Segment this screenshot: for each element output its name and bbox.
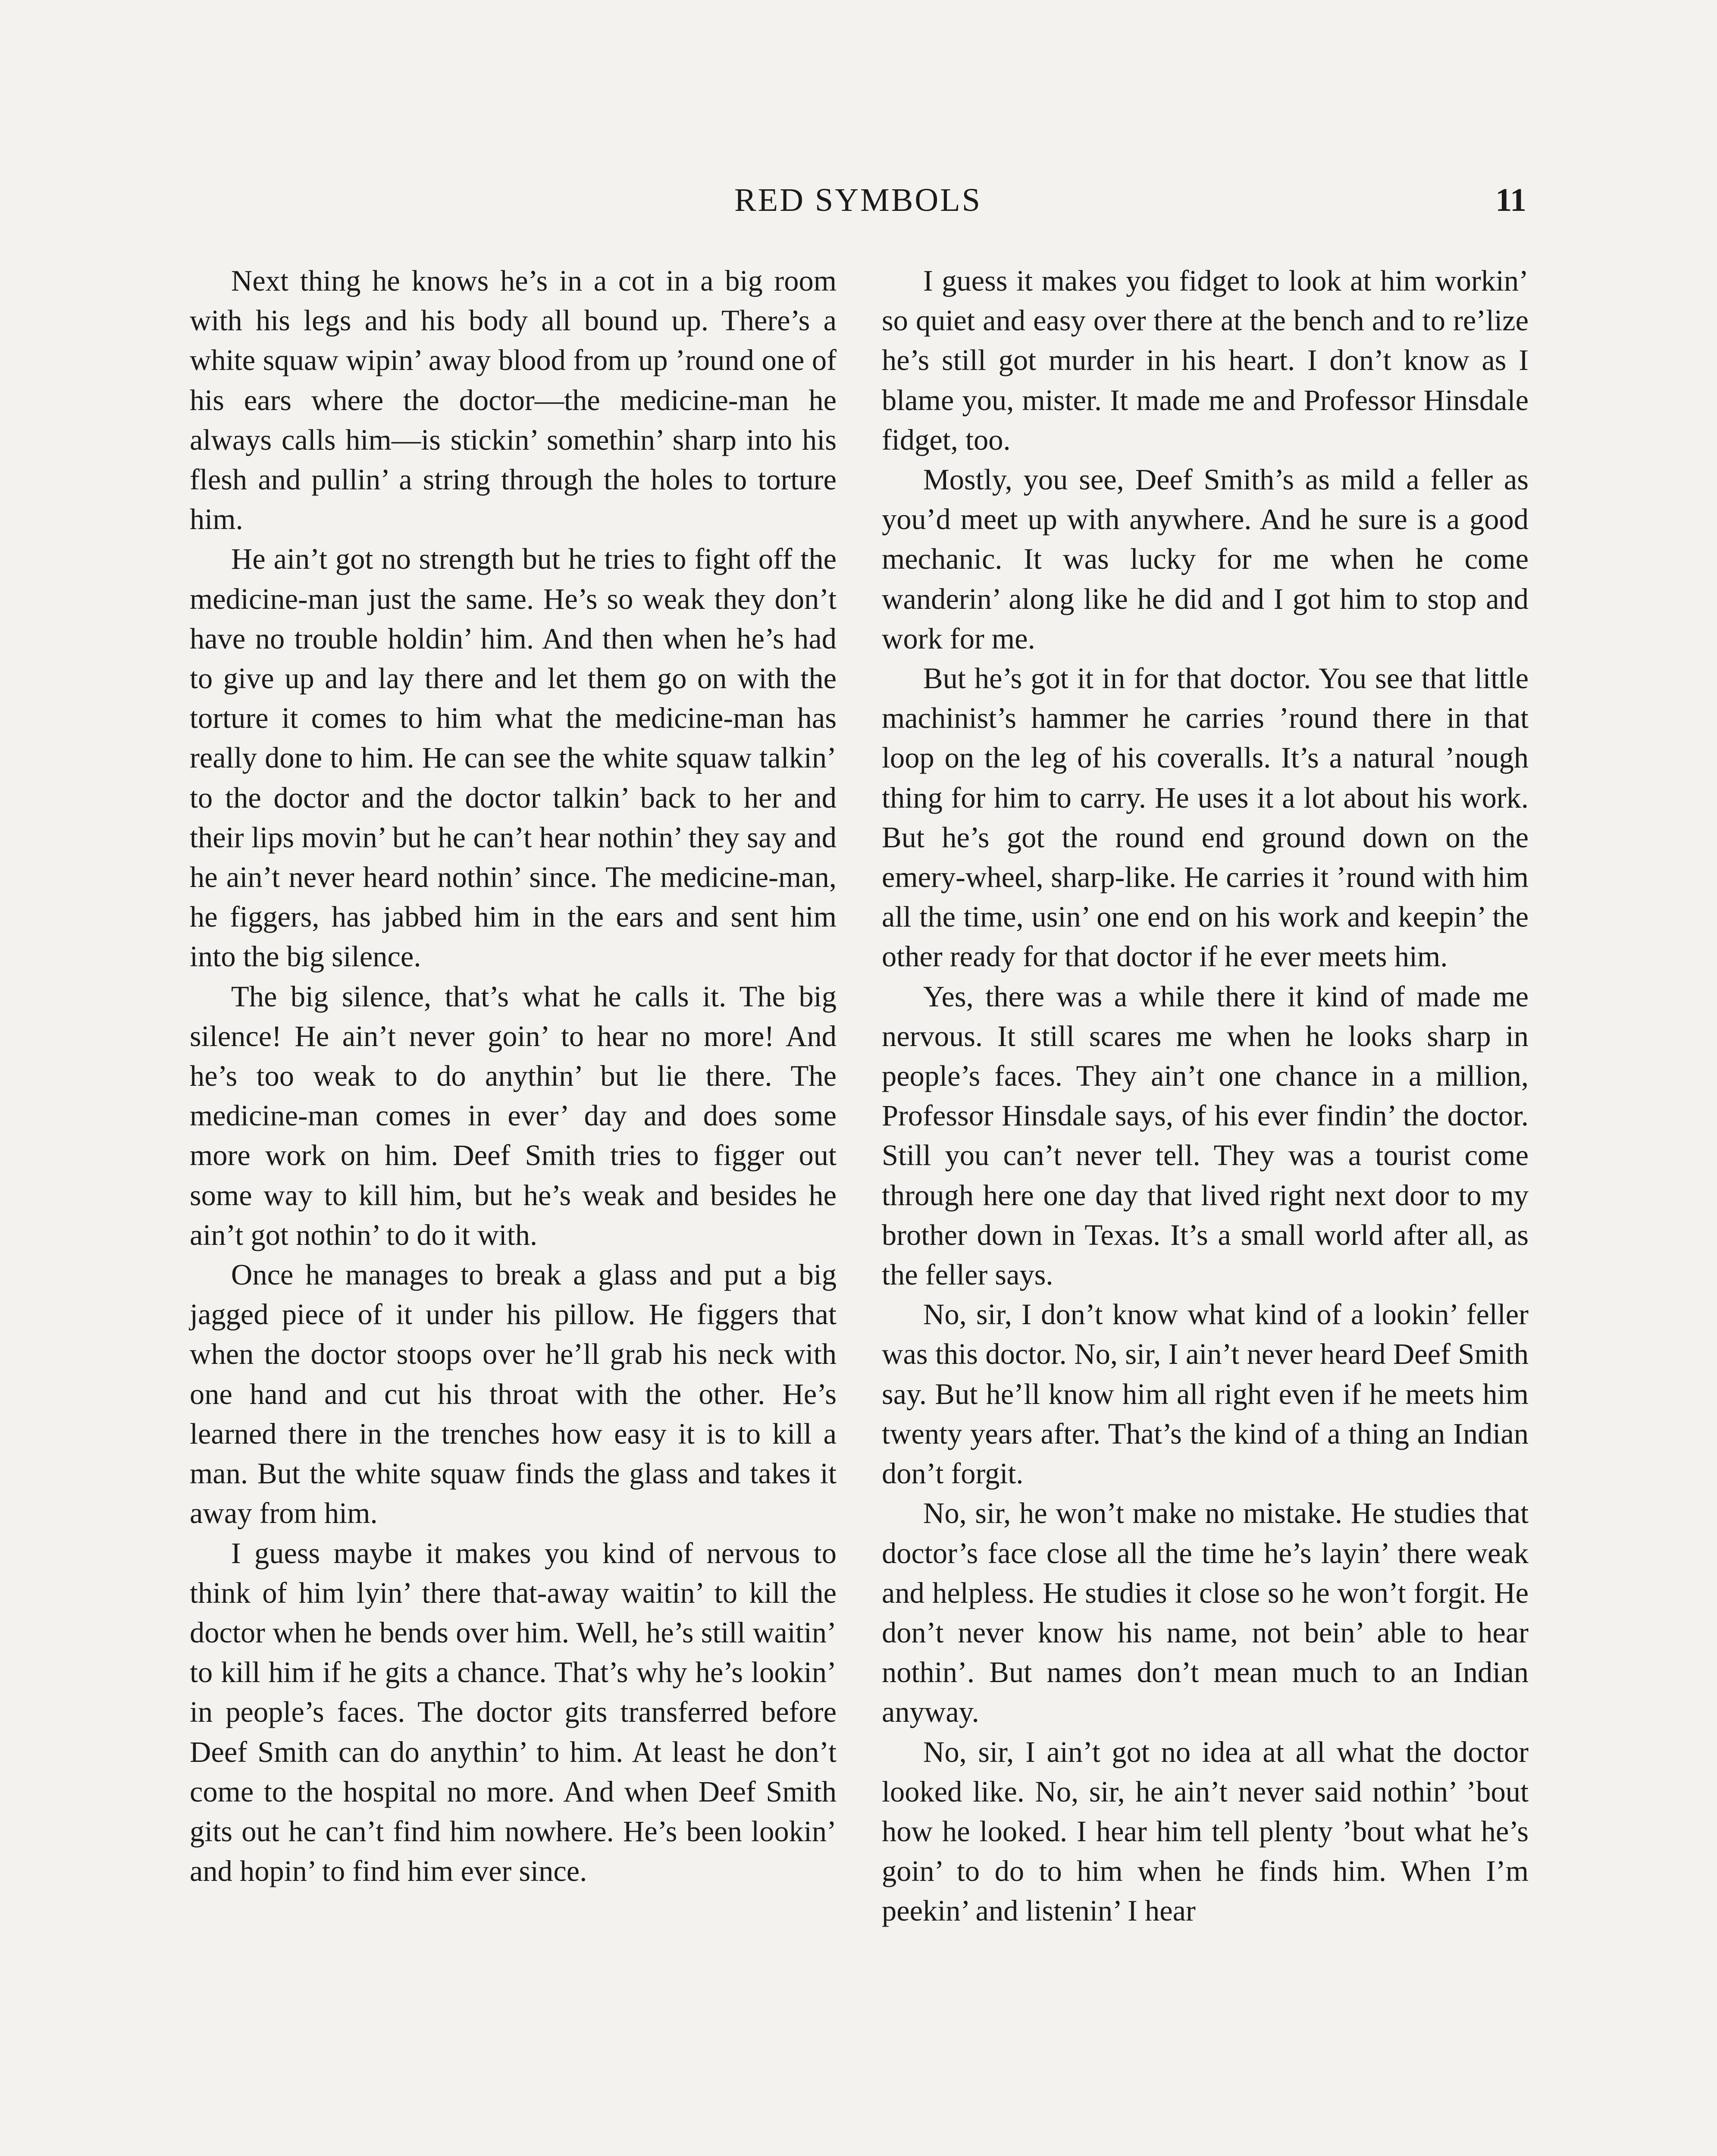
paragraph: No, sir, I don’t know what kind of a lookin’ feller was this doctor. No, sir, I ain’t never heard Deef Smith say. But he’ll know him all right even if he meets him twenty years after. That’s the kind of a thing an Indian don’t forgit.: [882, 1298, 1529, 1490]
paragraph: The big silence, that’s what he calls it. The big silence! He ain’t never goin’ to hear no more! And he’s too weak to do anythin’ but lie there. The medicine-man comes in ever’ day and does some more work on him. Deef Smith tries to figger out some way to kill him, but he’s weak and besides he ain’t got nothin’ to do it with.: [190, 980, 837, 1251]
paragraph: Yes, there was a while there it kind of made me nervous. It still scares me when he looks sharp in people’s faces. They ain’t one chance in a million, Professor Hinsdale says, of his ever findin’ the doctor. Still you can’t never tell. They was a tourist come through here one day that lived right next door to my brother down in Texas. It’s a small world after all, as the feller says.: [882, 980, 1529, 1291]
paragraph: Once he manages to break a glass and put a big jagged piece of it under his pillow. He figgers that when the doctor stoops over he’ll grab his neck with one hand and cut his throat with the other. He’s learned there in the trenches how easy it is to kill a man. But the white squaw finds the glass and takes it away from him.: [190, 1258, 837, 1530]
page-number: 11: [1495, 182, 1526, 218]
paragraph: He ain’t got no strength but he tries to fight off the medicine-man just the same. He’s so weak they don’t have no trouble holdin’ him. And then when he’s had to give up and lay there and let them go on with the torture it comes to him what the medicine-man has really done to him. He can see the white squaw talkin’ to the doctor and the doctor talkin’ back to her and their lips movin’ but he can’t hear nothin’ they say and he ain’t never heard nothin’ since. The medicine-man, he figgers, has jabbed him in the ears and sent him into the big silence.: [190, 542, 837, 973]
left-text-column: [190, 261, 837, 1891]
paragraph: I guess it makes you fidget to look at him workin’ so quiet and easy over there at the bench and to re’lize he’s still got murder in his heart. I don’t know as I blame you, mister. It made me and Professor Hinsdale fidget, too.: [882, 264, 1529, 456]
paragraph: Next thing he knows he’s in a cot in a big room with his legs and his body all bound up. There’s a white squaw wipin’ away blood from up ’round one of his ears where the doctor—the medicine-man he always calls him—is stickin’ somethin’ sharp into his flesh and pullin’ a string through the holes to torture him.: [190, 264, 837, 536]
paragraph: No, sir, he won’t make no mistake. He studies that doctor’s face close all the time he’s layin’ there weak and helpless. He studies it close so he won’t forgit. He don’t never know his name, not bein’ able to hear nothin’. But names don’t mean much to an Indian anyway.: [882, 1497, 1529, 1729]
paragraph: Mostly, you see, Deef Smith’s as mild a feller as you’d meet up with anywhere. And he sure is a good mechanic. It was lucky for me when he come wanderin’ along like he did and I got him to stop and work for me.: [882, 463, 1529, 655]
right-text-column: [882, 261, 1529, 1931]
page-header: [190, 174, 1526, 226]
paragraph: But he’s got it in for that doctor. You see that little machinist’s hammer he carries ’round there in that loop on the leg of his coveralls. It’s a natural ’nough thing for him to carry. He uses it a lot about his work. But he’s got the round end ground down on the emery-wheel, sharp-like. He carries it ’round with him all the time, usin’ one end on his work and keepin’ the other ready for that doctor if he ever meets him.: [882, 662, 1529, 973]
paragraph: No, sir, I ain’t got no idea at all what the doctor looked like. No, sir, he ain’t never said nothin’ ’bout how he looked. I hear him tell plenty ’bout what he’s goin’ to do to him when he finds him. When I’m peekin’ and listenin’ I hear: [882, 1735, 1529, 1927]
paragraph: I guess maybe it makes you kind of nervous to think of him lyin’ there that-away waitin’ to kill the doctor when he bends over him. Well, he’s still waitin’ to kill him if he gits a chance. That’s why he’s lookin’ in people’s faces. The doctor gits transferred before Deef Smith can do anythin’ to him. At least he don’t come to the hospital no more. And when Deef Smith gits out he can’t find him nowhere. He’s been lookin’ and hopin’ to find him ever since.: [190, 1536, 837, 1888]
running-title: RED SYMBOLS: [734, 182, 982, 218]
